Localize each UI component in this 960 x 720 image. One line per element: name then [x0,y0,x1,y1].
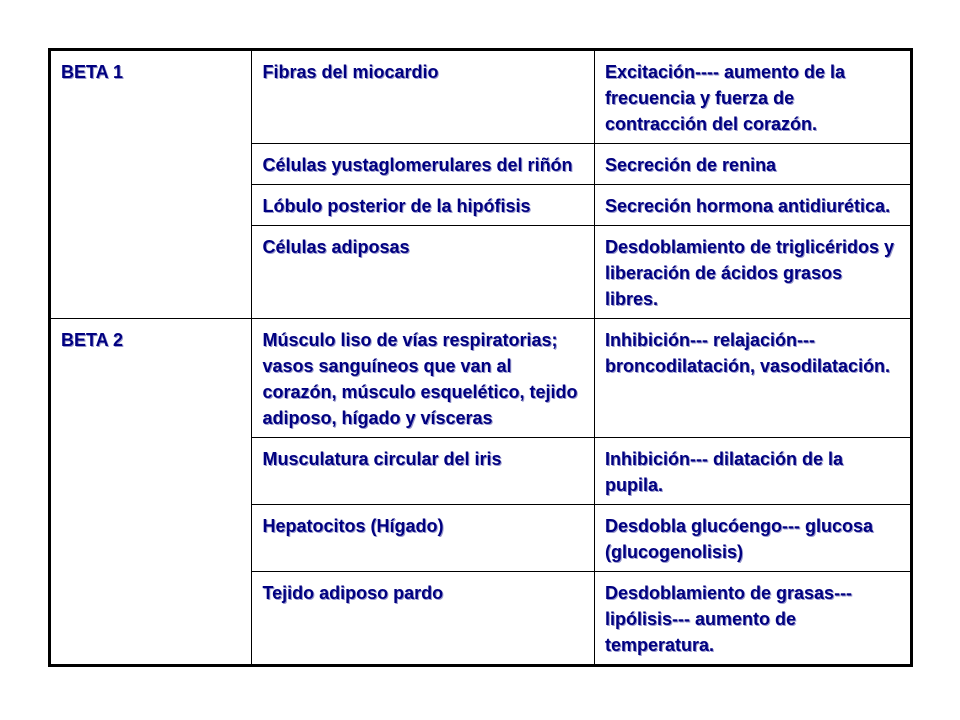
tissue-cell: Musculatura circular del iris [252,438,595,505]
effect-cell: Excitación---- aumento de la frecuencia y fuerza de contracción del corazón. [595,50,912,144]
tissue-cell: Tejido adiposo pardo [252,572,595,666]
receptor-cell-beta-2: BETA 2 [50,319,252,666]
effect-cell: Desdoblamiento de grasas--- lipólisis--- aumento de temperatura. [595,572,912,666]
effect-cell: Desdobla glucóengo--- glucosa (glucogenolisis) [595,505,912,572]
tissue-cell: Células adiposas [252,226,595,319]
table-row [50,319,912,438]
effect-cell: Inhibición--- relajación--- broncodilatación, vasodilatación. [595,319,912,438]
effect-cell: Secreción hormona antidiurética. [595,185,912,226]
tissue-cell: Células yustaglomerulares del riñón [252,144,595,185]
tissue-cell: Hepatocitos (Hígado) [252,505,595,572]
tissue-cell: Fibras del miocardio [252,50,595,144]
tissue-cell: Músculo liso de vías respiratorias; vasos sanguíneos que van al corazón, músculo esquelético, tejido adiposo, hígado y vísceras [252,319,595,438]
effect-cell: Desdoblamiento de triglicéridos y liberación de ácidos grasos libres. [595,226,912,319]
tissue-cell: Lóbulo posterior de la hipófisis [252,185,595,226]
receptor-table [48,48,913,667]
table-row [50,50,912,144]
receptor-cell-beta-1: BETA 1 [50,50,252,319]
effect-cell: Secreción de renina [595,144,912,185]
effect-cell: Inhibición--- dilatación de la pupila. [595,438,912,505]
